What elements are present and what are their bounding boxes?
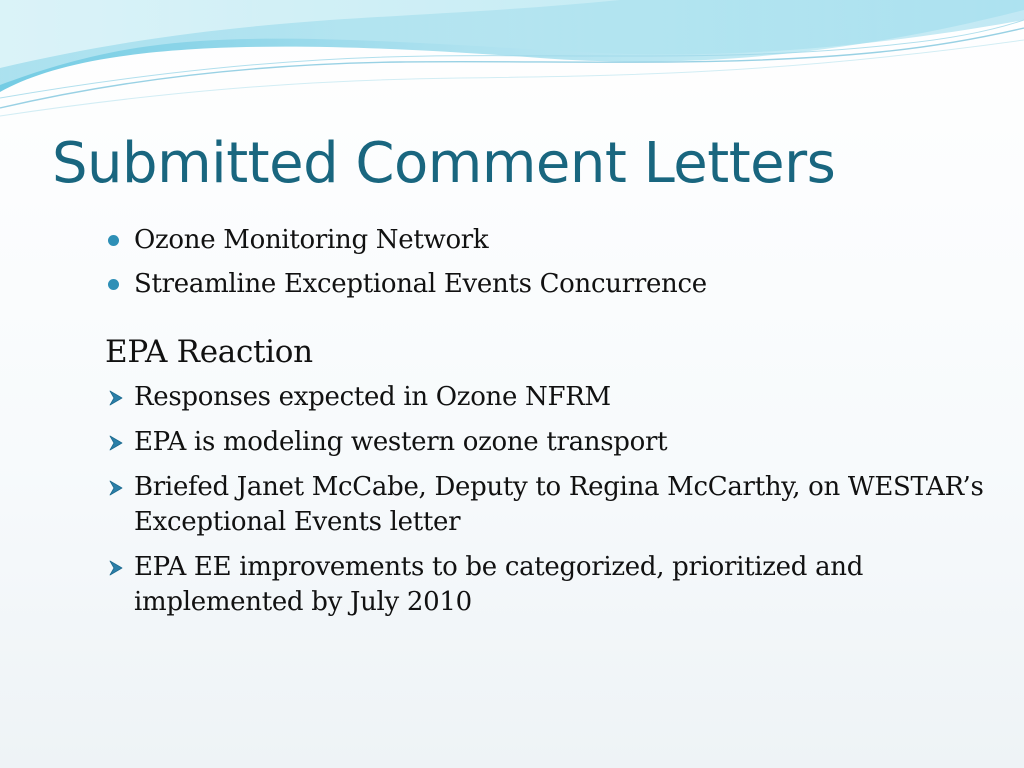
sub-bullet-item — [105, 470, 985, 540]
sub-bullet-text: Briefed Janet McCabe, Deputy to Regina McCarthy, on WESTAR’s Exceptional Events letter — [134, 472, 984, 537]
arrow-bullet-icon — [107, 389, 125, 407]
sub-bullet-item — [105, 425, 985, 460]
sub-bullet-item — [105, 380, 985, 415]
sub-bullet-text: EPA EE improvements to be categorized, prioritized and implemented by July 2010 — [134, 552, 864, 617]
sub-bullet-list — [105, 380, 985, 620]
arrow-bullet-icon — [107, 559, 125, 577]
slide-content — [105, 222, 985, 630]
arrow-bullet-icon — [107, 479, 125, 497]
bullet-dot-icon — [108, 279, 119, 290]
sub-bullet-text: EPA is modeling western ozone transport — [134, 427, 668, 457]
arrow-bullet-icon — [107, 434, 125, 452]
bullet-list — [105, 222, 985, 302]
section-heading: EPA Reaction — [105, 334, 313, 370]
header-wave-decoration — [0, 0, 1024, 130]
sub-bullet-item — [105, 550, 985, 620]
bullet-text: Streamline Exceptional Events Concurrence — [134, 269, 707, 299]
bullet-item — [105, 266, 985, 302]
slide-title: Submitted Comment Letters — [52, 131, 836, 196]
bullet-item — [105, 222, 985, 258]
sub-bullet-text: Responses expected in Ozone NFRM — [134, 382, 611, 412]
bullet-text: Ozone Monitoring Network — [134, 225, 489, 255]
bullet-dot-icon — [108, 235, 119, 246]
